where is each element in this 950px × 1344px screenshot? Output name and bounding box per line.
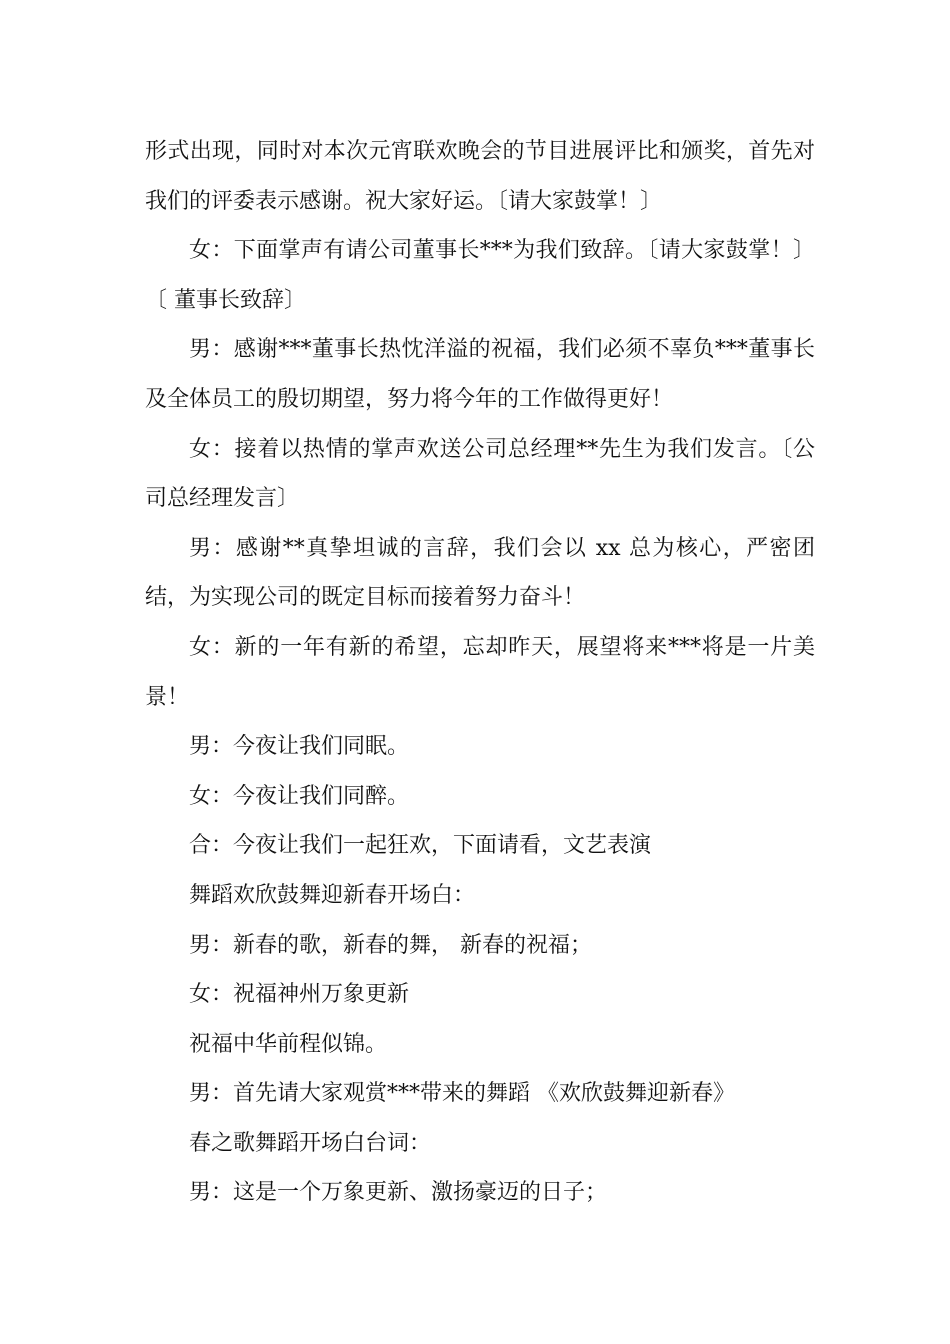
paragraph-14: 男：首先请大家观赏***带来的舞蹈 《欢欣鼓舞迎新春》 (189, 1081, 735, 1107)
paragraph-10: 舞蹈欢欣鼓舞迎新春开场白： (189, 882, 476, 908)
paragraph-11: 男：新春的歌，新春的舞， 新春的祝福； (189, 932, 592, 958)
paragraph-6: 女：新的一年有新的希望，忘却昨天，展望将来***将是一片美景！ (145, 634, 815, 710)
paragraph-9: 合：今夜让我们一起狂欢，下面请看，文艺表演 (189, 833, 652, 859)
paragraph-8: 女：今夜让我们同醉。 (189, 783, 410, 809)
paragraph-7: 男：今夜让我们同眠。 (189, 734, 410, 760)
paragraph-3: 男：感谢***董事长热忱洋溢的祝福，我们必须不辜负***董事长及全体员工的殷切期望，努力将今年的工作做得更好！ (145, 337, 815, 412)
paragraph-4: 女：接着以热情的掌声欢送公司总经理**先生为我们发言。〔公司总经理发言〕 (145, 436, 815, 512)
paragraph-2: 女：下面掌声有请公司董事长***为我们致辞。〔请大家鼓掌！〕 〔 董事长致辞〕 (145, 238, 822, 313)
paragraph-13: 祝福中华前程似锦。 (189, 1031, 388, 1057)
paragraph-15: 春之歌舞蹈开场白台词： (189, 1130, 432, 1156)
document-body (145, 127, 822, 1218)
paragraph-1: 形式出现，同时对本次元宵联欢晚会的节目进展评比和颁奖，首先对我们的评委表示感谢。祝大家好运。〔请大家鼓掌！〕 (145, 139, 815, 214)
paragraph-5: 男：感谢**真挚坦诚的言辞，我们会以 xx 总为核心，严密团结，为实现公司的既定目标而接着努力奋斗！ (145, 535, 815, 611)
paragraph-16: 男：这是一个万象更新、激扬豪迈的日子； (189, 1180, 608, 1206)
paragraph-12: 女：祝福神州万象更新 (189, 982, 410, 1008)
